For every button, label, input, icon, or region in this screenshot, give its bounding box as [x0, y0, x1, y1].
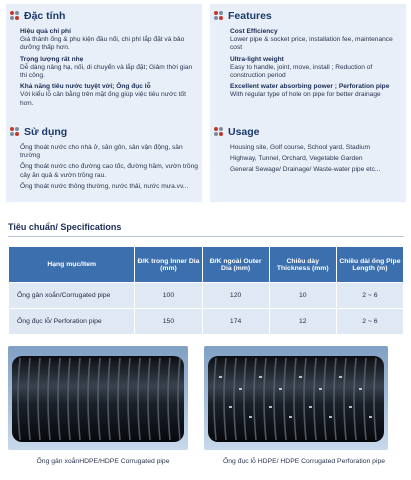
usage-item: Ống thoát nước thông thường, nước thải, nước mưa.vv...	[20, 182, 189, 190]
column-header: Hạng mục/Item	[9, 247, 135, 283]
feature-item: Ultra-light weight Easy to handle, joint, move, install ; Reduction of construction period	[230, 55, 373, 80]
column-header: Đ/K ngoài Outer Dia (mm)	[202, 247, 269, 283]
table-cell: 150	[135, 309, 202, 335]
table-cell: 12	[269, 309, 336, 335]
usage-item: General Sewage/ Drainage/ Waste-water pipe etc...	[230, 166, 381, 174]
table-cell: 100	[135, 283, 202, 309]
vi-usage-list	[20, 144, 200, 194]
vi-usage-heading	[10, 126, 67, 138]
corrugated-pipe-image	[8, 346, 188, 450]
en-features-list	[230, 28, 404, 103]
column-header: Chiều dày Thickness (mm)	[269, 247, 336, 283]
usage-item: Highway, Tunnel, Orchard, Vegetable Garden	[230, 155, 363, 163]
bullet-dots-icon	[214, 127, 224, 137]
vi-features-title: Đặc tính	[24, 10, 66, 22]
en-features-title: Features	[228, 10, 272, 22]
table-cell: 2 ~ 6	[336, 283, 403, 309]
bullet-dots-icon	[214, 11, 224, 21]
perforated-pipe-photo	[204, 346, 388, 450]
table-header-row	[9, 247, 404, 283]
divider	[8, 236, 404, 237]
feature-item: Hiệu quả chi phí Giá thành ống & phụ kiện đầu nối, chi phí lắp đặt và bảo dưỡng thấp hơn.	[20, 28, 185, 52]
en-features-heading	[214, 10, 272, 22]
en-usage-title: Usage	[228, 126, 260, 138]
table-cell: 10	[269, 283, 336, 309]
en-usage-list	[230, 144, 404, 178]
vi-usage-title: Sử dụng	[24, 126, 68, 138]
table-cell: 120	[202, 283, 269, 309]
usage-item: Ống thoát nước cho đường cao tốc, đường hầm, vườn trồng cây ăn quả & vườn trồng rau.	[20, 163, 198, 179]
bullet-dots-icon	[10, 11, 20, 21]
feature-item: Trọng lượng rất nhẹ Dễ dàng nâng hạ, nối, di chuyển và lắp đặt; Giảm thời gian thi công.	[20, 55, 193, 80]
specifications-title: Tiêu chuẩn/ Specifications	[8, 222, 122, 232]
feature-item: Excellent water absorbing power ; Perforation pipe With regular type of hole on pipe for better drainage	[230, 83, 390, 99]
bullet-dots-icon	[10, 127, 20, 137]
usage-item: Housing site, Golf course, School yard, Stadium	[230, 144, 371, 151]
corrugated-pipe-caption: Ống gân xoắnHDPE/HDPE Corrugated pipe	[36, 458, 170, 465]
vi-features-list	[20, 28, 200, 111]
table-row	[9, 283, 404, 309]
usage-item: Ống thoát nước cho nhà ở, sân gôn, sân vận động, sân trường	[20, 144, 183, 160]
perforated-pipe-image	[204, 346, 388, 450]
table-cell: Ống đục lỗ/ Perforation pipe	[9, 309, 135, 335]
table-cell: Ống gân xoắn/Corrugated pipe	[9, 283, 135, 309]
table-cell: 2 ~ 6	[336, 309, 403, 335]
column-header: Chiều dài ống Pipe Length (m)	[336, 247, 403, 283]
en-usage-heading	[214, 126, 260, 138]
perforated-pipe-caption: Ống đục lỗ HDPE/ HDPE Corrugated Perforation pipe	[222, 458, 386, 465]
table-row	[9, 309, 404, 335]
vi-features-heading	[10, 10, 65, 22]
feature-item: Cost Efficiency Lower pipe & socket price, installation fee, maintenance cost	[230, 28, 393, 52]
feature-item: Khả năng tiêu nước tuyệt vời; Ống đục lỗ Với kiểu lỗ cân bằng trên mặt ống giúp việc tiêu nước tốt hơn.	[20, 83, 186, 107]
column-header: Đ/K trong Inner Dia (mm)	[135, 247, 202, 283]
specifications-table	[8, 246, 404, 335]
corrugated-pipe-photo	[8, 346, 188, 450]
table-cell: 174	[202, 309, 269, 335]
